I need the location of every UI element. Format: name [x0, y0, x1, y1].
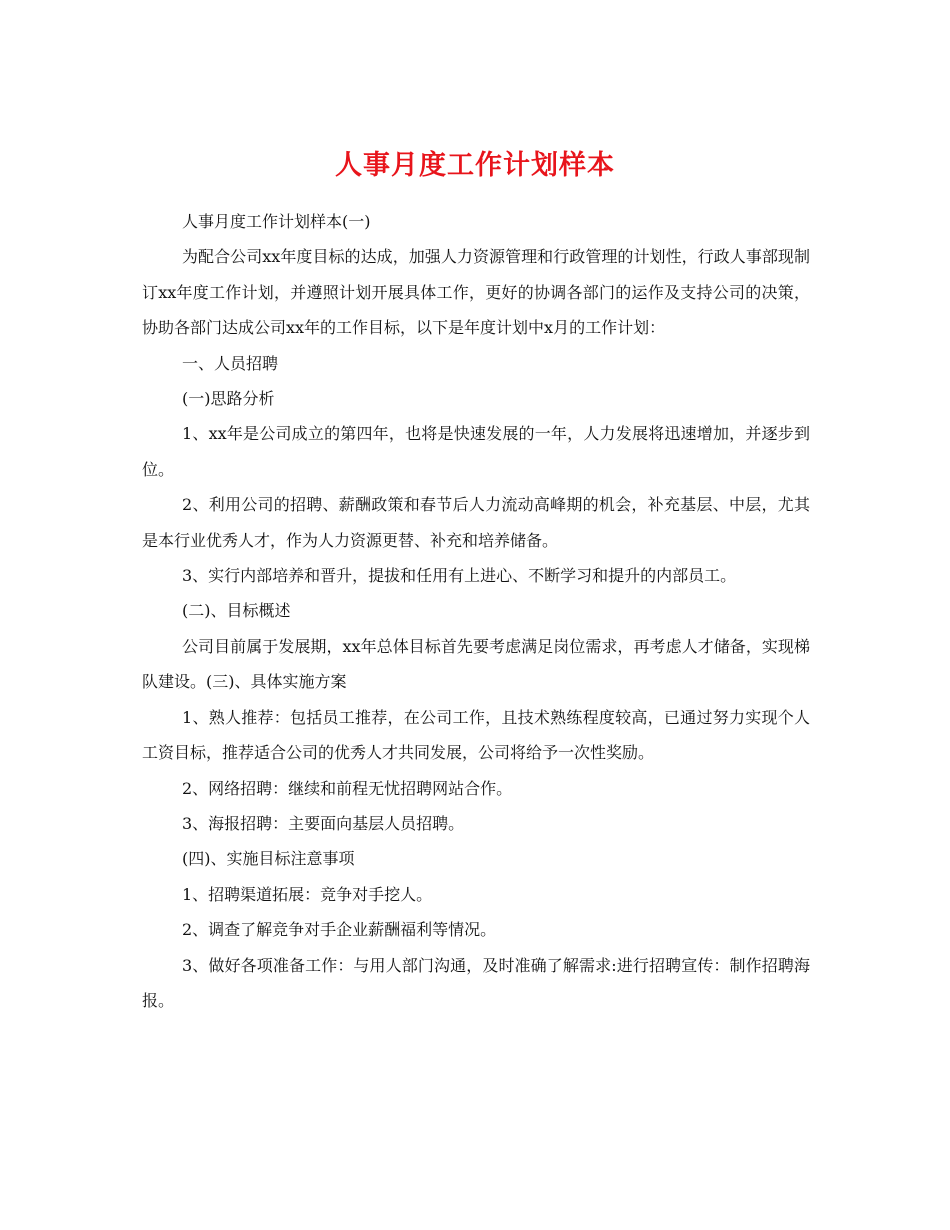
document-title: 人事月度工作计划样本: [335, 150, 615, 182]
subsection-heading-notes: (四)、实施目标注意事项: [182, 849, 355, 869]
list-item: 1、熟人推荐：包括员工推荐，在公司工作，且技术熟练程度较高，已通过努力实现个人工资目标，推荐适合公司的优秀人才共同发展，公司将给予一次性奖励。: [142, 707, 810, 763]
paragraph-subtitle: 人事月度工作计划样本(一): [182, 212, 371, 231]
list-item: 3、做好各项准备工作：与用人部门沟通，及时准确了解需求:进行招聘宣传：制作招聘海报。: [142, 955, 810, 1010]
list-item: 3、海报招聘：主要面向基层人员招聘。: [182, 813, 465, 833]
paragraph-intro: 为配合公司xx年度目标的达成，加强人力资源管理和行政管理的计划性，行政人事部现制订xx年度工作计划，并遵照计划开展具体工作，更好的协调各部门的运作及支持公司的决策，协助各部门达成公司xx年的工作目标，以下是年度计划中x月的工作计划：: [142, 247, 810, 338]
subsection-heading-analysis: (一)思路分析: [182, 389, 275, 409]
list-item: 2、调查了解竞争对手企业薪酬福利等情况。: [182, 920, 497, 940]
list-item: 1、xx年是公司成立的第四年，也将是快速发展的一年，人力发展将迅速增加，并逐步到位。: [142, 424, 810, 479]
list-item: 3、实行内部培养和晋升，提拔和任用有上进心、不断学习和提升的内部员工。: [182, 566, 737, 586]
subsection-heading-goals: (二)、目标概述: [182, 601, 291, 621]
list-item: 1、招聘渠道拓展：竞争对手挖人。: [182, 884, 433, 904]
section-heading-recruitment: 一、人员招聘: [182, 353, 279, 373]
list-item: 2、网络招聘：继续和前程无忧招聘网站合作。: [182, 778, 513, 798]
paragraph-goals: 公司目前属于发展期，xx年总体目标首先要考虑满足岗位需求，再考虑人才储备，实现梯队建设。(三)、具体实施方案: [142, 636, 810, 692]
document-body: [142, 204, 810, 1018]
list-item: 2、利用公司的招聘、薪酬政策和春节后人力流动高峰期的机会，补充基层、中层，尤其是本行业优秀人才，作为人力资源更替、补充和培养储备。: [142, 495, 810, 550]
